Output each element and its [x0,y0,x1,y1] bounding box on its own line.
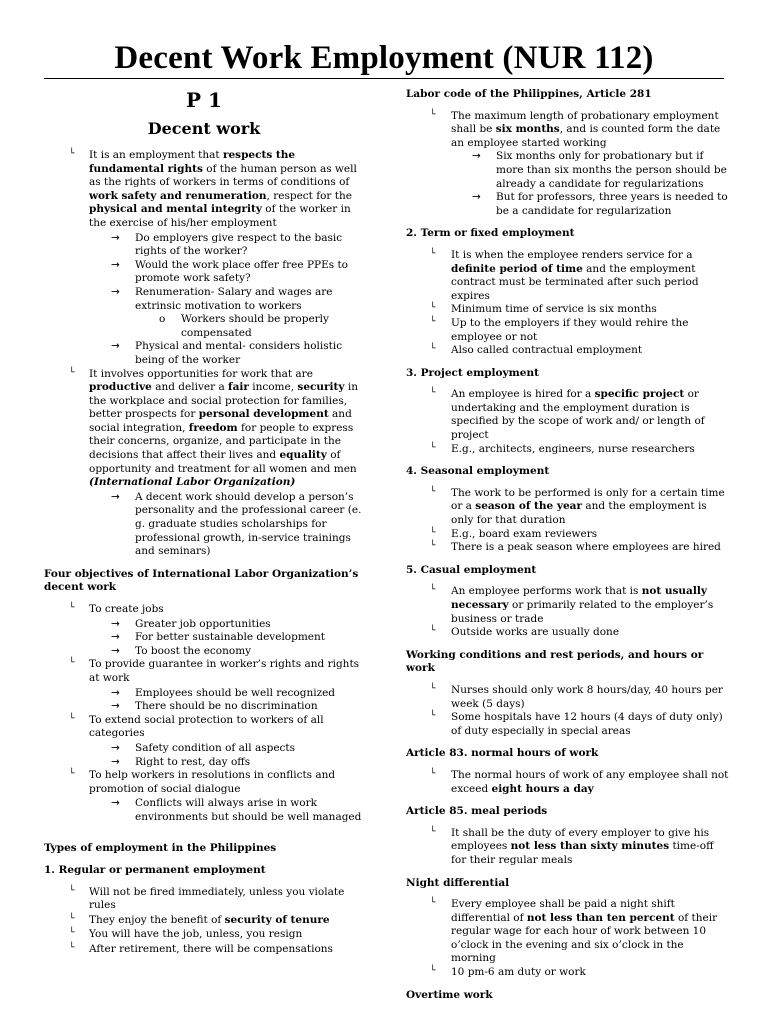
night-differential-heading: Night differential [406,876,510,889]
sub-list-item: → There should be no discrimination [111,700,318,713]
arrow-bullet-icon: → [111,231,120,244]
corner-bullet-icon: └ [69,603,75,613]
list-item: └ Will not be fired immediately, unless you violate rules [69,885,345,912]
sub-list-item: → Would the work place offer free PPEs to promote work safety? [111,258,348,285]
arrow-bullet-icon: → [111,285,120,298]
corner-bullet-icon: └ [430,585,436,596]
corner-bullet-icon: └ [69,769,75,780]
sub-list-item: → Safety condition of all aspects [111,741,296,754]
working-conditions-heading: Working conditions and rest periods, and hours or work [406,648,704,675]
sub-sub-list-item: o Workers should be properly compensated [159,313,329,339]
circle-bullet-icon: o [159,313,166,326]
corner-bullet-icon: └ [430,442,436,453]
sub-list-item: → For better sustainable development [111,631,325,644]
list-item: └ 10 pm-6 am duty or work [430,966,586,979]
list-item: └ To create jobs [69,603,164,615]
corner-bullet-icon: └ [69,943,75,954]
corner-bullet-icon: └ [69,928,75,939]
document-title: Decent Work Employment (NUR 112) [114,40,654,76]
arrow-bullet-icon: → [111,755,120,768]
sub-list-item: → Right to rest, day offs [111,755,251,768]
project-employment-heading: 3. Project employment [406,366,539,379]
decent-work-heading: Decent work [147,119,261,138]
list-item: └ The normal hours of work of any employee shall not exceed eight hours a day [430,768,729,795]
arrow-bullet-icon: → [472,191,481,204]
sub-list-item: → A decent work should develop a person’s personality and the professional career (e. g. graduate studies scholarships for professional growth, in-service trainings and seminars) [111,490,362,558]
list-item: └ Minimum time of service is six months [430,303,657,316]
arrow-bullet-icon: → [111,631,120,644]
corner-bullet-icon: └ [430,388,436,399]
sub-list-item: → Greater job opportunities [111,617,271,630]
corner-bullet-icon: └ [430,486,436,497]
arrow-bullet-icon: → [111,617,120,630]
list-item: └ An employee is hired for a specific project or undertaking and the employment duration is specified by the scope of work and/ or length of project [430,388,705,442]
casual-employment-heading: 5. Casual employment [406,563,537,576]
corner-bullet-icon: └ [430,898,436,909]
corner-bullet-icon: └ [430,109,436,120]
list-item: └ It shall be the duty of every employer to give his employees not less than sixty minutes time-off for their regular meals [430,826,714,866]
arrow-bullet-icon: → [111,340,120,353]
overtime-work-heading: Overtime work [406,988,493,1001]
article-85-heading: Article 85. meal periods [406,805,548,818]
section-p1: P 1 [186,88,222,112]
list-item: └ An employee performs work that is not usually necessary or primarily related to the employer’s business or trade [430,585,714,625]
sub-list-item: → To boost the economy [111,644,252,657]
corner-bullet-icon: └ [430,711,436,722]
sub-list-item: → Employees should be well recognized [111,686,336,699]
corner-bullet-icon: └ [69,658,75,669]
list-item: └ To provide guarantee in worker’s rights and rights at work [69,658,360,684]
corner-bullet-icon: └ [69,367,75,378]
right-column [406,88,730,1010]
corner-bullet-icon: └ [430,248,436,259]
objectives-heading: Four objectives of International Labor Organization’s decent work [44,567,359,594]
corner-bullet-icon: └ [69,913,75,924]
arrow-bullet-icon: → [111,686,120,699]
corner-bullet-icon: └ [430,344,436,355]
arrow-bullet-icon: → [472,150,481,163]
list-item: └ They enjoy the benefit of security of tenure [69,913,330,926]
labor-code-heading: Labor code of the Philippines, Article 281 [406,88,652,100]
list-item: └ The maximum length of probationary employment shall be six months, and is counted form the date an employee started working [430,109,721,149]
list-item: └ Outside works are usually done [430,626,620,639]
sub-list-item: → But for professors, three years is needed to be a candidate for regularization [472,191,728,217]
list-item: └ It involves opportunities for work that are productive and deliver a fair income, security in the workplace and social protection for families, better prospects for personal development and social integration, freedom for people to express their concerns, organize, and participate in the decisions that affect their lives and equality of opportunity and treatment for all women and men (International Labor Organization) [69,367,358,489]
corner-bullet-icon: └ [430,303,436,314]
arrow-bullet-icon: → [111,700,120,713]
corner-bullet-icon: └ [430,316,436,327]
arrow-bullet-icon: → [111,490,120,503]
list-item: └ Nurses should only work 8 hours/day, 40 hours per week (5 days) [430,683,723,710]
term-employment-heading: 2. Term or fixed employment [406,227,575,240]
list-item: └ It is an employment that respects the fundamental rights of the human person as well as the rights of workers in terms of conditions of work safety and renumeration, respect for the physical and mental integrity of the worker in the exercise of his/her employment [69,149,357,229]
corner-bullet-icon: └ [430,966,436,977]
list-item: └ You will have the job, unless, you resign [69,928,303,941]
arrow-bullet-icon: → [111,644,120,657]
corner-bullet-icon: └ [430,541,436,552]
list-item: └ Some hospitals have 12 hours (4 days of duty only) of duty especially in special areas [430,711,723,737]
corner-bullet-icon: └ [430,527,436,538]
list-item: └ After retirement, there will be compensations [69,943,333,956]
list-item: └ The work to be performed is only for a certain time or a season of the year and the employment is only for that duration [430,486,725,527]
sub-list-item: → Six months only for probationary but if more than six months the person should be already a candidate for regularizations [472,150,727,190]
list-item: └ To extend social protection to workers of all categories [69,713,324,740]
corner-bullet-icon: └ [69,885,75,896]
regular-employment-heading: 1. Regular or permanent employment [44,864,266,877]
seasonal-employment-heading: 4. Seasonal employment [406,465,550,478]
article-83-heading: Article 83. normal hours of work [406,747,599,760]
list-item: └ Up to the employers if they would rehire the employee or not [430,316,689,343]
sub-list-item: → Renumeration- Salary and wages are extrinsic motivation to workers [111,285,333,312]
list-item: └ To help workers in resolutions in conflicts and promotion of social dialogue [69,769,336,795]
arrow-bullet-icon: → [111,741,120,754]
corner-bullet-icon: └ [430,768,436,779]
list-item: └ Also called contractual employment [430,344,643,357]
list-item: └ E.g., architects, engineers, nurse researchers [430,442,695,455]
arrow-bullet-icon: → [111,258,120,271]
corner-bullet-icon: └ [69,149,75,159]
list-item: └ It is when the employee renders service for a definite period of time and the employment contract must be terminated after such period expires [430,248,699,302]
corner-bullet-icon: └ [430,826,436,837]
list-item: └ There is a peak season where employees are hired [430,541,721,554]
arrow-bullet-icon: → [111,797,120,810]
sub-list-item: → Conflicts will always arise in work environments but should be well managed [111,797,362,823]
title-underline [44,78,724,79]
corner-bullet-icon: └ [430,626,436,637]
sub-list-item: → Physical and mental- considers holistic being of the worker [111,340,343,366]
left-column [44,88,364,958]
list-item: └ E.g., board exam reviewers [430,527,598,540]
types-heading: Types of employment in the Philippines [44,841,277,854]
list-item: └ Every employee shall be paid a night shift differential of not less than ten percent of their regular wage for each hour of work between 10 o’clock in the evening and six o’clock in the morning [430,898,718,965]
corner-bullet-icon: └ [430,683,436,694]
sub-list-item: → Do employers give respect to the basic rights of the worker? [111,231,343,258]
corner-bullet-icon: └ [69,713,75,724]
